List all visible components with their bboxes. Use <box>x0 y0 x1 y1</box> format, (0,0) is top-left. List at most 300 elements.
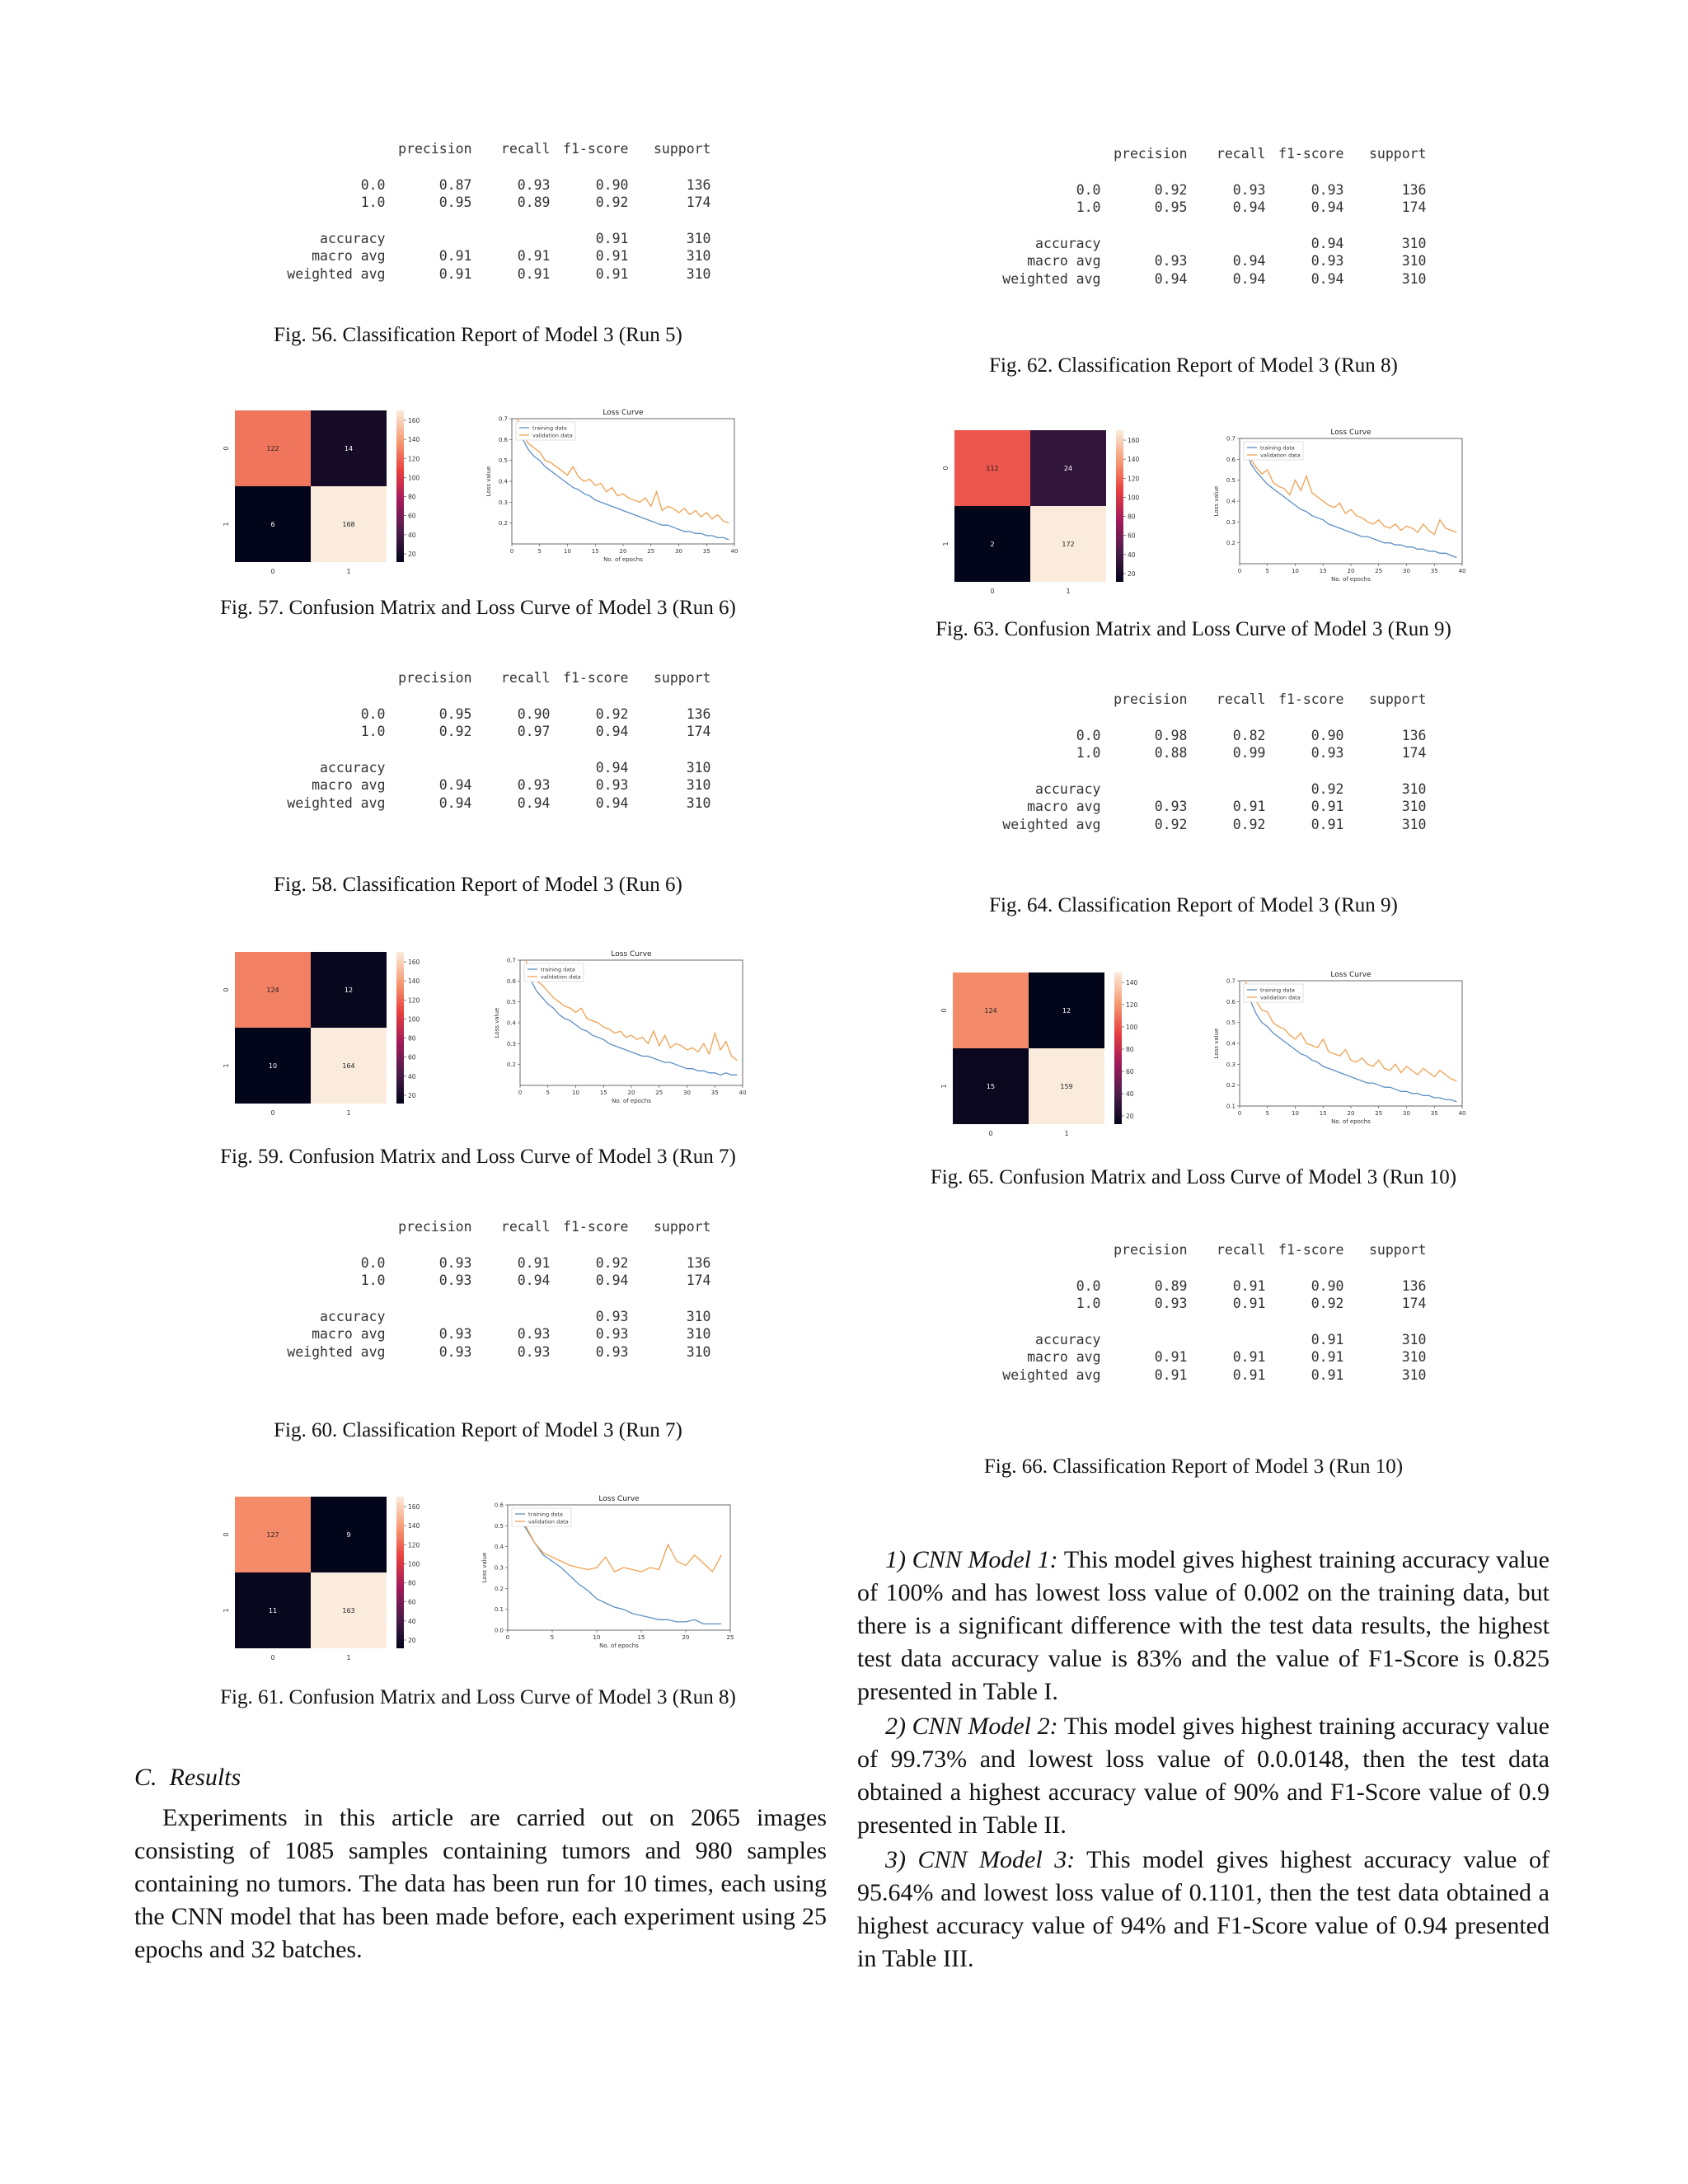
colorbar <box>396 410 404 562</box>
colorbar-label: 100 <box>1128 494 1140 502</box>
fig57 <box>132 402 824 575</box>
report-cell: 174 <box>686 194 711 210</box>
colorbar-label: 140 <box>408 1522 420 1530</box>
x-tick-label: 30 <box>1403 1110 1410 1117</box>
report-cell: 1.0 <box>360 194 386 210</box>
report-cell: precision <box>1114 146 1188 162</box>
report-cell <box>961 145 1101 163</box>
x-tick-label: 0 <box>505 1634 510 1641</box>
report-cell: 0.95 <box>438 194 472 210</box>
x-tick-label: 35 <box>1430 1110 1438 1117</box>
y-axis-label: Loss value <box>485 466 492 497</box>
confusion-matrix <box>218 944 420 1117</box>
cm-value: 9 <box>346 1531 351 1539</box>
x-tick-label: 15 <box>1319 568 1327 574</box>
report-cell: 0.94 <box>595 759 629 776</box>
report-summary-row <box>246 265 711 284</box>
fig62 <box>847 145 1540 288</box>
x-tick-label: 0 <box>509 548 514 555</box>
report-cell: 1.0 <box>1076 745 1101 761</box>
cm-ytick: 1 <box>942 541 950 546</box>
report-cell <box>386 1308 472 1326</box>
colorbar-label: 100 <box>408 474 420 482</box>
y-tick-label: 0.5 <box>1226 1019 1236 1027</box>
report-cell: 0.0 <box>360 705 386 722</box>
report-cell: 310 <box>686 265 711 282</box>
report-cell: 0.94 <box>1154 270 1188 287</box>
report-cell: 136 <box>686 1254 711 1271</box>
report-cell: 0.93 <box>438 1272 472 1288</box>
report-cell: 0.99 <box>1232 745 1266 761</box>
report-cell: 310 <box>1401 780 1427 797</box>
x-axis-label: No. of epochs <box>599 1643 639 1649</box>
report-cell: 0.87 <box>438 176 472 193</box>
colorbar-label: 120 <box>1126 1001 1138 1009</box>
y-tick-label: 0.1 <box>494 1606 504 1614</box>
report-summary-row <box>961 1331 1427 1349</box>
report-cell: recall <box>500 670 551 686</box>
report-cell: 0.92 <box>1232 816 1266 832</box>
y-tick-label: 0.6 <box>1226 998 1236 1005</box>
cm-ytick: 0 <box>223 446 230 451</box>
section-heading: C. Results <box>134 1764 241 1791</box>
y-tick-label: 0.5 <box>506 999 516 1006</box>
report-cell: 0.92 <box>595 1254 629 1271</box>
report-cell: 174 <box>686 724 711 739</box>
colorbar-label: 160 <box>408 417 420 424</box>
report-header <box>961 145 1427 163</box>
model-results <box>857 1544 1550 1975</box>
y-tick-label: 0.6 <box>506 977 516 985</box>
report-cell: 0.91 <box>1311 1331 1344 1347</box>
x-tick-label: 15 <box>599 1090 607 1096</box>
y-tick-label: 0.7 <box>1226 977 1236 985</box>
colorbar-label: 140 <box>1126 979 1138 987</box>
loss-curve <box>490 944 758 1108</box>
report-cell: 310 <box>686 777 711 793</box>
x-axis-label: No. of epochs <box>1331 576 1371 583</box>
report-cell: 0.93 <box>595 1343 629 1360</box>
report-cell: 1.0 <box>1076 199 1101 215</box>
y-axis-label: Loss value <box>481 1552 488 1583</box>
report-row <box>246 194 711 212</box>
fig65 <box>847 964 1540 1137</box>
y-axis-label: Loss value <box>1213 1028 1220 1059</box>
x-tick-label: 5 <box>1265 568 1269 574</box>
x-tick-label: 40 <box>730 548 738 555</box>
model-1-paragraph: 1) CNN Model 1: This model gives highest training accuracy value of 100% and has lowest loss value of 0.002 on the training data, but there is a significant difference with the test data results, the highest test data accuracy value is 83% and the value of F1-Score is 0.825 presented in Table I. <box>857 1546 1550 1705</box>
colorbar-label: 80 <box>408 493 416 501</box>
colorbar-label: 140 <box>408 977 420 986</box>
y-tick-label: 0.4 <box>498 478 508 485</box>
report-cell: 0.93 <box>1232 181 1266 198</box>
report-cell: 0.91 <box>595 230 629 246</box>
report-cell: 0.94 <box>1232 253 1266 269</box>
y-tick-label: 0.7 <box>506 957 516 964</box>
report-cell: 310 <box>1401 816 1427 832</box>
chart-title: Loss Curve <box>603 409 644 417</box>
x-tick-label: 25 <box>655 1090 663 1096</box>
colorbar-label: 140 <box>408 436 420 444</box>
report-cell: 0.94 <box>595 794 629 811</box>
colorbar-label: 120 <box>408 1541 420 1549</box>
report-cell: 0.91 <box>1232 1296 1266 1311</box>
report-cell: 0.94 <box>595 724 629 739</box>
report-cell: f1-score <box>1278 146 1344 162</box>
report-cell: 0.94 <box>517 794 551 811</box>
fig58 <box>132 669 824 812</box>
x-tick-label: 20 <box>627 1090 635 1096</box>
cm-ytick: 1 <box>223 522 230 527</box>
figure-caption: Fig. 60. Classification Report of Model 3 (Run 7) <box>274 1419 682 1441</box>
report-cell: 174 <box>1401 199 1427 215</box>
fig56 <box>132 140 824 347</box>
x-tick-label: 0 <box>518 1090 523 1096</box>
report-cell: macro avg <box>312 777 386 793</box>
x-tick-label: 35 <box>702 548 710 555</box>
report-cell: 310 <box>1401 1349 1427 1365</box>
cm-value: 6 <box>270 521 275 528</box>
classification-report <box>246 1218 711 1361</box>
report-summary-row <box>961 1366 1427 1385</box>
cm-value: 159 <box>1060 1083 1073 1090</box>
report-cell: 0.93 <box>1311 253 1344 269</box>
chart-title: Loss Curve <box>598 1495 640 1503</box>
colorbar-label: 80 <box>1128 513 1136 521</box>
report-cell <box>961 691 1101 709</box>
x-tick-label: 5 <box>550 1634 555 1641</box>
classification-report <box>961 1241 1427 1384</box>
report-cell: 1.0 <box>1076 1296 1101 1311</box>
x-tick-label: 40 <box>1458 568 1466 574</box>
classification-report <box>246 140 711 283</box>
cm-ytick: 0 <box>942 466 950 471</box>
x-tick-label: 10 <box>1292 568 1299 574</box>
chart-title: Loss Curve <box>611 950 652 958</box>
cm-xtick: 0 <box>990 588 995 595</box>
colorbar-label: 60 <box>408 512 416 520</box>
legend-label: training data <box>532 424 567 432</box>
report-summary-row <box>961 235 1427 253</box>
colorbar-label: 40 <box>408 531 416 539</box>
report-summary-row <box>961 252 1427 270</box>
model-3-paragraph: 3) CNN Model 3: This model gives highest accuracy value of 95.64% and lowest loss value of 0.1101, then the test data obtained a highest accuracy value of 94% and F1-Score value of 0.94 presented in Table III. <box>857 1846 1550 1972</box>
colorbar-label: 20 <box>408 1637 416 1644</box>
y-tick-label: 0.6 <box>1226 456 1236 463</box>
report-cell: 310 <box>1401 235 1427 251</box>
figure-caption: Fig. 62. Classification Report of Model 3 (Run 8) <box>989 354 1398 377</box>
report-row <box>961 1295 1427 1313</box>
y-tick-label: 0.2 <box>494 1585 504 1592</box>
cm-value: 124 <box>984 1007 997 1015</box>
confusion-matrix <box>936 964 1138 1137</box>
confusion-matrix <box>218 1488 420 1661</box>
x-axis-label: No. of epochs <box>612 1098 651 1104</box>
report-cell: weighted avg <box>287 794 386 811</box>
cm-value: 127 <box>266 1531 279 1539</box>
report-cell <box>246 1218 386 1236</box>
figure-caption: Fig. 56. Classification Report of Model 3 (Run 5) <box>274 324 682 346</box>
cm-xtick: 1 <box>346 1109 351 1117</box>
classification-report <box>246 669 711 812</box>
cm-value: 168 <box>342 521 355 528</box>
report-cell: support <box>1368 146 1427 162</box>
fig61 <box>132 1488 824 1661</box>
report-cell: 310 <box>686 1308 711 1324</box>
y-tick-label: 0.4 <box>1226 498 1236 505</box>
report-cell: f1-score <box>563 1219 629 1235</box>
report-cell: 0.91 <box>517 265 551 282</box>
x-tick-label: 10 <box>593 1634 601 1641</box>
x-axis-label: No. of epochs <box>1331 1118 1371 1125</box>
cm-value: 164 <box>342 1062 355 1070</box>
colorbar-label: 40 <box>408 1617 416 1625</box>
colorbar-label: 120 <box>408 996 420 1005</box>
report-cell: 0.93 <box>438 1326 472 1342</box>
report-cell: 136 <box>1401 181 1427 198</box>
report-cell: recall <box>500 1219 551 1235</box>
report-cell: 0.94 <box>1311 270 1344 287</box>
report-cell: 0.92 <box>595 705 629 722</box>
y-axis-label: Loss value <box>494 1007 500 1038</box>
report-cell: 1.0 <box>360 724 386 739</box>
figure-caption: Fig. 57. Confusion Matrix and Loss Curve of Model 3 (Run 6) <box>220 597 736 619</box>
fig64 <box>847 691 1540 833</box>
figure-caption: Fig. 58. Classification Report of Model 3 (Run 6) <box>274 874 682 896</box>
legend-label: validation data <box>1260 452 1301 459</box>
x-tick-label: 10 <box>564 548 571 555</box>
report-cell: recall <box>1216 1242 1266 1258</box>
x-tick-label: 40 <box>738 1090 747 1096</box>
report-cell <box>1101 235 1188 253</box>
colorbar-label: 100 <box>408 1560 420 1568</box>
x-tick-label: 40 <box>1458 1110 1466 1117</box>
report-summary-row <box>246 759 711 777</box>
cm-value: 15 <box>986 1083 996 1090</box>
x-axis-label: No. of epochs <box>603 556 643 563</box>
report-cell: 310 <box>686 1343 711 1360</box>
colorbar-label: 40 <box>1128 551 1136 559</box>
report-cell: weighted avg <box>1002 816 1101 832</box>
report-summary-row <box>961 780 1427 799</box>
report-cell: 0.0 <box>1076 1277 1101 1294</box>
y-tick-label: 0.5 <box>494 1522 504 1530</box>
report-cell: precision <box>1114 691 1188 707</box>
report-row <box>246 1254 711 1272</box>
report-cell: 0.93 <box>595 1308 629 1324</box>
report-cell: 0.91 <box>595 248 629 264</box>
report-cell: weighted avg <box>1002 1366 1101 1383</box>
report-header <box>961 1241 1427 1259</box>
report-cell: precision <box>398 1219 472 1235</box>
report-row <box>961 727 1427 745</box>
cm-value: 12 <box>1062 1007 1071 1015</box>
colorbar-label: 80 <box>408 1034 416 1043</box>
figure-caption: Fig. 65. Confusion Matrix and Loss Curve of Model 3 (Run 10) <box>930 1166 1457 1188</box>
x-tick-label: 20 <box>682 1634 690 1641</box>
report-cell: 0.91 <box>1232 1349 1266 1365</box>
report-cell: 0.93 <box>517 1343 551 1360</box>
y-tick-label: 0.2 <box>498 520 508 527</box>
report-cell: macro avg <box>1027 253 1101 269</box>
y-tick-label: 0.3 <box>1226 1061 1236 1068</box>
cm-value: 163 <box>342 1607 355 1615</box>
report-cell: 136 <box>1401 727 1427 743</box>
report-cell: 0.92 <box>1154 181 1188 198</box>
report-cell: macro avg <box>312 1326 386 1342</box>
report-header <box>246 140 711 158</box>
report-cell: 0.91 <box>438 248 472 264</box>
x-tick-label: 30 <box>675 548 682 555</box>
report-cell <box>472 1308 551 1326</box>
report-cell: 0.90 <box>517 705 551 722</box>
report-cell <box>472 759 551 777</box>
report-cell <box>246 140 386 158</box>
cm-value: 12 <box>344 987 354 994</box>
model-2-paragraph: 2) CNN Model 2: This model gives highest training accuracy value of 99.73% and lowest loss value of 0.0.0148, then the test data obtained a highest accuracy value of 90% and F1-Score value of 0.9 presented in Table II. <box>857 1713 1550 1839</box>
fig66 <box>847 1241 1540 1384</box>
legend-label: training data <box>1260 444 1295 452</box>
report-cell: f1-score <box>563 670 629 686</box>
report-cell: 0.90 <box>1311 1277 1344 1294</box>
report-cell: 0.94 <box>438 777 472 793</box>
report-cell: 0.93 <box>1311 181 1344 198</box>
report-cell: 0.90 <box>595 176 629 193</box>
cm-value: 24 <box>1063 465 1073 472</box>
x-tick-label: 20 <box>1347 568 1355 574</box>
report-cell: 0.91 <box>1232 1366 1266 1383</box>
figure-caption: Fig. 59. Confusion Matrix and Loss Curve of Model 3 (Run 7) <box>220 1146 736 1168</box>
cm-value: 122 <box>266 445 279 452</box>
cm-value: 10 <box>268 1062 278 1070</box>
loss-curve <box>482 402 750 567</box>
report-header <box>246 1218 711 1236</box>
cm-xtick: 0 <box>270 568 275 575</box>
cm-ytick: 1 <box>223 1608 230 1613</box>
report-row <box>246 705 711 724</box>
cm-xtick: 1 <box>1066 588 1071 595</box>
report-cell: 310 <box>1401 253 1427 269</box>
report-cell: 0.94 <box>438 794 472 811</box>
y-tick-label: 0.4 <box>506 1019 516 1027</box>
report-cell: 0.93 <box>517 777 551 793</box>
report-cell: accuracy <box>320 230 386 246</box>
colorbar <box>1116 430 1123 582</box>
cm-value: 124 <box>266 987 279 994</box>
report-cell: 0.95 <box>438 705 472 722</box>
x-tick-label: 25 <box>1375 1110 1383 1117</box>
report-header <box>961 691 1427 709</box>
loss-curve <box>478 1488 746 1653</box>
report-cell: 0.94 <box>1311 199 1344 215</box>
report-cell: 0.0 <box>360 176 386 193</box>
report-cell: support <box>653 670 711 686</box>
report-cell: recall <box>500 141 551 157</box>
y-tick-label: 0.3 <box>498 499 508 506</box>
report-cell: 310 <box>686 759 711 776</box>
report-cell: accuracy <box>1035 235 1101 251</box>
legend-label: validation data <box>532 432 573 439</box>
legend-label: training data <box>1260 987 1295 994</box>
loss-curve <box>1210 964 1478 1129</box>
report-cell: 310 <box>686 248 711 264</box>
y-tick-label: 0.7 <box>498 415 508 423</box>
y-tick-label: 0.0 <box>494 1627 504 1634</box>
x-tick-label: 35 <box>1430 568 1438 574</box>
y-tick-label: 0.3 <box>506 1040 516 1047</box>
report-cell: accuracy <box>1035 1331 1101 1347</box>
report-cell <box>1188 1331 1266 1349</box>
colorbar-label: 120 <box>408 455 420 463</box>
report-cell: 0.98 <box>1154 727 1188 743</box>
classification-report <box>961 145 1427 288</box>
report-summary-row <box>961 816 1427 834</box>
report-row <box>961 181 1427 199</box>
report-cell: 0.0 <box>360 1254 386 1271</box>
figure-caption: Fig. 63. Confusion Matrix and Loss Curve of Model 3 (Run 9) <box>935 618 1451 640</box>
y-tick-label: 0.2 <box>506 1062 516 1069</box>
report-summary-row <box>961 798 1427 816</box>
report-row <box>961 744 1427 762</box>
colorbar <box>396 1497 404 1648</box>
report-summary-row <box>246 776 711 794</box>
report-cell: macro avg <box>1027 1349 1101 1365</box>
report-cell: 310 <box>686 794 711 811</box>
report-cell: 0.91 <box>1311 1349 1344 1365</box>
report-cell: recall <box>1216 691 1266 707</box>
report-cell: 0.91 <box>438 265 472 282</box>
colorbar-label: 140 <box>1128 456 1140 464</box>
colorbar-label: 80 <box>1126 1046 1134 1053</box>
y-axis-label: Loss value <box>1213 485 1220 517</box>
report-cell: 0.93 <box>438 1343 472 1360</box>
report-cell: 0.94 <box>1232 199 1266 215</box>
report-summary-row <box>246 794 711 813</box>
report-cell: 0.92 <box>1311 1296 1344 1311</box>
cm-value: 14 <box>344 445 354 452</box>
report-cell: 0.97 <box>517 724 551 739</box>
y-tick-label: 0.7 <box>1226 435 1236 443</box>
classification-report <box>961 691 1427 833</box>
colorbar-label: 160 <box>408 1503 420 1511</box>
report-cell: 0.91 <box>1311 1366 1344 1383</box>
report-cell: 174 <box>686 1272 711 1288</box>
colorbar-label: 20 <box>408 551 416 558</box>
report-cell: 0.88 <box>1154 745 1188 761</box>
loss-curve <box>1210 422 1478 587</box>
x-tick-label: 25 <box>1375 568 1383 574</box>
report-row <box>961 1277 1427 1296</box>
report-cell: 0.93 <box>517 176 551 193</box>
colorbar-label: 60 <box>1128 532 1136 540</box>
report-summary-row <box>246 1308 711 1326</box>
y-tick-label: 0.6 <box>494 1502 504 1509</box>
report-cell: 0.89 <box>517 194 551 210</box>
report-cell: accuracy <box>320 759 386 776</box>
colorbar-label: 100 <box>408 1015 420 1024</box>
x-tick-label: 35 <box>710 1090 719 1096</box>
cm-xtick: 0 <box>988 1130 993 1137</box>
report-cell: accuracy <box>1035 780 1101 797</box>
report-cell: 0.93 <box>595 777 629 793</box>
figure-caption: Fig. 64. Classification Report of Model 3 (Run 9) <box>989 894 1398 916</box>
report-cell: weighted avg <box>1002 270 1101 287</box>
results-section <box>134 1764 827 1966</box>
report-cell: 0.82 <box>1232 727 1266 743</box>
y-tick-label: 0.2 <box>1226 1082 1236 1090</box>
colorbar-label: 20 <box>408 1092 416 1099</box>
report-cell: recall <box>1216 146 1266 162</box>
